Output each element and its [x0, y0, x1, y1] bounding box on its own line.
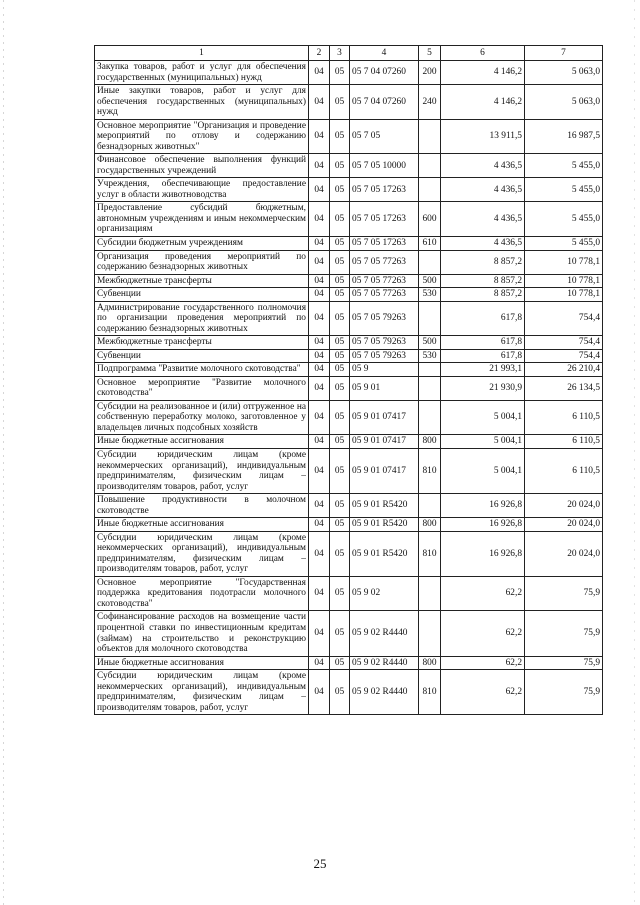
table-row	[95, 576, 603, 611]
amount-year2-cell: 10 778,1	[525, 250, 603, 274]
expense-type-cell: 500	[419, 336, 441, 350]
amount-year1-cell: 5 004,1	[441, 449, 525, 494]
row-name-cell: Субсидии юридическим лицам (кроме некоммерческих организаций), индивидуальным предпринимателям, физическим лицам – производителям товаров, работ, услуг	[95, 449, 309, 494]
amount-year2-cell: 5 063,0	[525, 61, 603, 85]
amount-year2-cell: 10 778,1	[525, 288, 603, 302]
table-row	[95, 363, 603, 377]
subsection-code-cell: 05	[330, 449, 350, 494]
row-name-cell: Субвенции	[95, 349, 309, 363]
section-code-cell: 04	[309, 236, 330, 250]
target-article-cell: 05 7 05 79263	[350, 336, 419, 350]
row-name-cell: Субсидии на реализованное и (или) отгруженное на собственную переработку молоко, заготовленное у владельцев личных подсобных хозяйств	[95, 400, 309, 435]
subsection-code-cell: 05	[330, 656, 350, 670]
expense-type-cell	[419, 301, 441, 336]
amount-year1-cell: 5 004,1	[441, 400, 525, 435]
column-header-2: 2	[309, 46, 330, 61]
subsection-code-cell: 05	[330, 435, 350, 449]
subsection-code-cell: 05	[330, 61, 350, 85]
column-header-3: 3	[330, 46, 350, 61]
section-code-cell: 04	[309, 85, 330, 120]
row-name-cell: Субсидии юридическим лицам (кроме некоммерческих организаций), индивидуальным предпринимателям, физическим лицам – производителям товаров, работ, услуг	[95, 670, 309, 715]
amount-year1-cell: 4 146,2	[441, 85, 525, 120]
table-row	[95, 349, 603, 363]
section-code-cell: 04	[309, 435, 330, 449]
amount-year2-cell: 20 024,0	[525, 494, 603, 518]
amount-year1-cell: 16 926,8	[441, 494, 525, 518]
amount-year2-cell: 10 778,1	[525, 274, 603, 288]
row-name-cell: Закупка товаров, работ и услуг для обеспечения государственных (муниципальных) нужд	[95, 61, 309, 85]
column-header-5: 5	[419, 46, 441, 61]
expense-type-cell	[419, 363, 441, 377]
amount-year1-cell: 8 857,2	[441, 250, 525, 274]
expense-type-cell	[419, 611, 441, 656]
table-row	[95, 518, 603, 532]
table-row	[95, 61, 603, 85]
subsection-code-cell: 05	[330, 576, 350, 611]
row-name-cell: Повышение продуктивности в молочном скотоводстве	[95, 494, 309, 518]
expense-type-cell: 600	[419, 202, 441, 237]
column-header-4: 4	[350, 46, 419, 61]
expense-type-cell: 610	[419, 236, 441, 250]
row-name-cell: Основное мероприятие "Организация и проведение мероприятий по отлову и содержанию безнадзорных животных"	[95, 119, 309, 154]
expense-type-cell	[419, 400, 441, 435]
target-article-cell: 05 7 05 17263	[350, 178, 419, 202]
amount-year1-cell: 62,2	[441, 611, 525, 656]
row-name-cell: Основное мероприятие "Развитие молочного скотоводства"	[95, 376, 309, 400]
row-name-cell: Иные бюджетные ассигнования	[95, 656, 309, 670]
target-article-cell: 05 9 01 07417	[350, 449, 419, 494]
column-header-1: 1	[95, 46, 309, 61]
amount-year1-cell: 62,2	[441, 656, 525, 670]
row-name-cell: Субвенции	[95, 288, 309, 302]
table-row	[95, 85, 603, 120]
amount-year2-cell: 6 110,5	[525, 449, 603, 494]
row-name-cell: Финансовое обеспечение выполнения функций государственных учреждений	[95, 154, 309, 178]
expense-type-cell	[419, 178, 441, 202]
target-article-cell: 05 7 04 07260	[350, 61, 419, 85]
subsection-code-cell: 05	[330, 301, 350, 336]
row-name-cell: Основное мероприятие "Государственная поддержка кредитования подотрасли молочного скотоводства"	[95, 576, 309, 611]
scan-edge-right	[634, 0, 635, 905]
expense-type-cell: 810	[419, 531, 441, 576]
expense-type-cell	[419, 154, 441, 178]
target-article-cell: 05 7 05 79263	[350, 301, 419, 336]
target-article-cell: 05 7 05 77263	[350, 288, 419, 302]
amount-year2-cell: 754,4	[525, 349, 603, 363]
target-article-cell: 05 7 05 77263	[350, 274, 419, 288]
subsection-code-cell: 05	[330, 202, 350, 237]
row-name-cell: Субсидии бюджетным учреждениям	[95, 236, 309, 250]
amount-year1-cell: 8 857,2	[441, 288, 525, 302]
subsection-code-cell: 05	[330, 274, 350, 288]
amount-year2-cell: 26 134,5	[525, 376, 603, 400]
target-article-cell: 05 7 05 79263	[350, 349, 419, 363]
section-code-cell: 04	[309, 656, 330, 670]
table-row	[95, 531, 603, 576]
expense-type-cell: 800	[419, 435, 441, 449]
table-row	[95, 154, 603, 178]
target-article-cell: 05 7 05 17263	[350, 202, 419, 237]
subsection-code-cell: 05	[330, 154, 350, 178]
table-row	[95, 670, 603, 715]
section-code-cell: 04	[309, 531, 330, 576]
target-article-cell: 05 7 05 77263	[350, 250, 419, 274]
subsection-code-cell: 05	[330, 119, 350, 154]
target-article-cell: 05 9 01 07417	[350, 400, 419, 435]
amount-year2-cell: 5 455,0	[525, 154, 603, 178]
expense-type-cell	[419, 576, 441, 611]
target-article-cell: 05 9 01 R5420	[350, 531, 419, 576]
table-body	[95, 61, 603, 715]
section-code-cell: 04	[309, 670, 330, 715]
amount-year2-cell: 5 455,0	[525, 236, 603, 250]
expense-type-cell	[419, 250, 441, 274]
table-row	[95, 202, 603, 237]
subsection-code-cell: 05	[330, 250, 350, 274]
amount-year1-cell: 16 926,8	[441, 518, 525, 532]
section-code-cell: 04	[309, 400, 330, 435]
section-code-cell: 04	[309, 288, 330, 302]
subsection-code-cell: 05	[330, 670, 350, 715]
target-article-cell: 05 9 02 R4440	[350, 670, 419, 715]
row-name-cell: Субсидии юридическим лицам (кроме некоммерческих организаций), индивидуальным предпринимателям, физическим лицам – производителям товаров, работ, услуг	[95, 531, 309, 576]
table-row	[95, 435, 603, 449]
section-code-cell: 04	[309, 154, 330, 178]
subsection-code-cell: 05	[330, 349, 350, 363]
section-code-cell: 04	[309, 611, 330, 656]
amount-year1-cell: 4 436,5	[441, 236, 525, 250]
subsection-code-cell: 05	[330, 494, 350, 518]
expense-type-cell	[419, 376, 441, 400]
amount-year2-cell: 26 210,4	[525, 363, 603, 377]
section-code-cell: 04	[309, 336, 330, 350]
row-name-cell: Предоставление субсидий бюджетным, автономным учреждениям и иным некоммерческим организациям	[95, 202, 309, 237]
subsection-code-cell: 05	[330, 336, 350, 350]
expense-type-cell: 810	[419, 449, 441, 494]
row-name-cell: Подпрограмма "Развитие молочного скотоводства"	[95, 363, 309, 377]
subsection-code-cell: 05	[330, 531, 350, 576]
target-article-cell: 05 7 04 07260	[350, 85, 419, 120]
target-article-cell: 05 9 01 R5420	[350, 518, 419, 532]
amount-year1-cell: 617,8	[441, 336, 525, 350]
section-code-cell: 04	[309, 376, 330, 400]
budget-table	[94, 45, 603, 715]
amount-year1-cell: 617,8	[441, 349, 525, 363]
table-row	[95, 494, 603, 518]
section-code-cell: 04	[309, 250, 330, 274]
table-row	[95, 288, 603, 302]
section-code-cell: 04	[309, 494, 330, 518]
subsection-code-cell: 05	[330, 178, 350, 202]
subsection-code-cell: 05	[330, 611, 350, 656]
amount-year2-cell: 5 063,0	[525, 85, 603, 120]
table-row	[95, 250, 603, 274]
amount-year2-cell: 75,9	[525, 656, 603, 670]
amount-year2-cell: 75,9	[525, 576, 603, 611]
table-row	[95, 178, 603, 202]
row-name-cell: Иные бюджетные ассигнования	[95, 435, 309, 449]
expense-type-cell: 200	[419, 61, 441, 85]
section-code-cell: 04	[309, 119, 330, 154]
target-article-cell: 05 9 01	[350, 376, 419, 400]
subsection-code-cell: 05	[330, 518, 350, 532]
expense-type-cell	[419, 494, 441, 518]
amount-year2-cell: 5 455,0	[525, 202, 603, 237]
amount-year2-cell: 5 455,0	[525, 178, 603, 202]
target-article-cell: 05 9 01 07417	[350, 435, 419, 449]
target-article-cell: 05 7 05 10000	[350, 154, 419, 178]
row-name-cell: Организация проведения мероприятий по содержанию безнадзорных животных	[95, 250, 309, 274]
page-number: 25	[313, 856, 327, 871]
subsection-code-cell: 05	[330, 85, 350, 120]
amount-year2-cell: 20 024,0	[525, 531, 603, 576]
section-code-cell: 04	[309, 518, 330, 532]
row-name-cell: Иные закупки товаров, работ и услуг для обеспечения государственных (муниципальных) нужд	[95, 85, 309, 120]
section-code-cell: 04	[309, 363, 330, 377]
subsection-code-cell: 05	[330, 236, 350, 250]
subsection-code-cell: 05	[330, 363, 350, 377]
section-code-cell: 04	[309, 274, 330, 288]
amount-year1-cell: 4 146,2	[441, 61, 525, 85]
table-row	[95, 274, 603, 288]
section-code-cell: 04	[309, 178, 330, 202]
section-code-cell: 04	[309, 202, 330, 237]
amount-year1-cell: 62,2	[441, 670, 525, 715]
amount-year1-cell: 5 004,1	[441, 435, 525, 449]
table-row	[95, 400, 603, 435]
amount-year1-cell: 8 857,2	[441, 274, 525, 288]
row-name-cell: Администрирование государственного полномочия по организации проведения мероприятий по содержанию безнадзорных животных	[95, 301, 309, 336]
amount-year1-cell: 4 436,5	[441, 202, 525, 237]
row-name-cell: Софинансирование расходов на возмещение части процентной ставки по инвестиционным кредитам (займам) на строительство и реконструкцию объектов для молочного скотоводства	[95, 611, 309, 656]
row-name-cell: Межбюджетные трансферты	[95, 336, 309, 350]
row-name-cell: Учреждения, обеспечивающие предоставление услуг в области животноводства	[95, 178, 309, 202]
amount-year2-cell: 75,9	[525, 670, 603, 715]
amount-year1-cell: 21 930,9	[441, 376, 525, 400]
section-code-cell: 04	[309, 449, 330, 494]
table-row	[95, 336, 603, 350]
expense-type-cell: 800	[419, 656, 441, 670]
amount-year1-cell: 617,8	[441, 301, 525, 336]
target-article-cell: 05 9 02 R4440	[350, 611, 419, 656]
amount-year1-cell: 4 436,5	[441, 178, 525, 202]
column-header-6: 6	[441, 46, 525, 61]
target-article-cell: 05 7 05	[350, 119, 419, 154]
section-code-cell: 04	[309, 61, 330, 85]
subsection-code-cell: 05	[330, 288, 350, 302]
amount-year2-cell: 75,9	[525, 611, 603, 656]
table-row	[95, 301, 603, 336]
amount-year2-cell: 6 110,5	[525, 400, 603, 435]
target-article-cell: 05 7 05 17263	[350, 236, 419, 250]
table-row	[95, 376, 603, 400]
section-code-cell: 04	[309, 349, 330, 363]
expense-type-cell: 530	[419, 349, 441, 363]
target-article-cell: 05 9 02	[350, 576, 419, 611]
table-row	[95, 236, 603, 250]
expense-type-cell: 810	[419, 670, 441, 715]
table-row	[95, 656, 603, 670]
amount-year2-cell: 16 987,5	[525, 119, 603, 154]
target-article-cell: 05 9	[350, 363, 419, 377]
section-code-cell: 04	[309, 301, 330, 336]
expense-type-cell: 500	[419, 274, 441, 288]
row-name-cell: Иные бюджетные ассигнования	[95, 518, 309, 532]
table-row	[95, 449, 603, 494]
amount-year2-cell: 6 110,5	[525, 435, 603, 449]
table-row	[95, 119, 603, 154]
subsection-code-cell: 05	[330, 400, 350, 435]
section-code-cell: 04	[309, 576, 330, 611]
amount-year1-cell: 4 436,5	[441, 154, 525, 178]
amount-year2-cell: 754,4	[525, 336, 603, 350]
target-article-cell: 05 9 02 R4440	[350, 656, 419, 670]
column-header-7: 7	[525, 46, 603, 61]
expense-type-cell: 530	[419, 288, 441, 302]
amount-year1-cell: 62,2	[441, 576, 525, 611]
amount-year1-cell: 21 993,1	[441, 363, 525, 377]
table-row	[95, 611, 603, 656]
amount-year2-cell: 754,4	[525, 301, 603, 336]
table-header-row	[95, 46, 603, 61]
expense-type-cell: 800	[419, 518, 441, 532]
expense-type-cell: 240	[419, 85, 441, 120]
amount-year1-cell: 13 911,5	[441, 119, 525, 154]
amount-year2-cell: 20 024,0	[525, 518, 603, 532]
row-name-cell: Межбюджетные трансферты	[95, 274, 309, 288]
amount-year1-cell: 16 926,8	[441, 531, 525, 576]
expense-type-cell	[419, 119, 441, 154]
subsection-code-cell: 05	[330, 376, 350, 400]
scan-edge-left	[3, 0, 4, 905]
target-article-cell: 05 9 01 R5420	[350, 494, 419, 518]
